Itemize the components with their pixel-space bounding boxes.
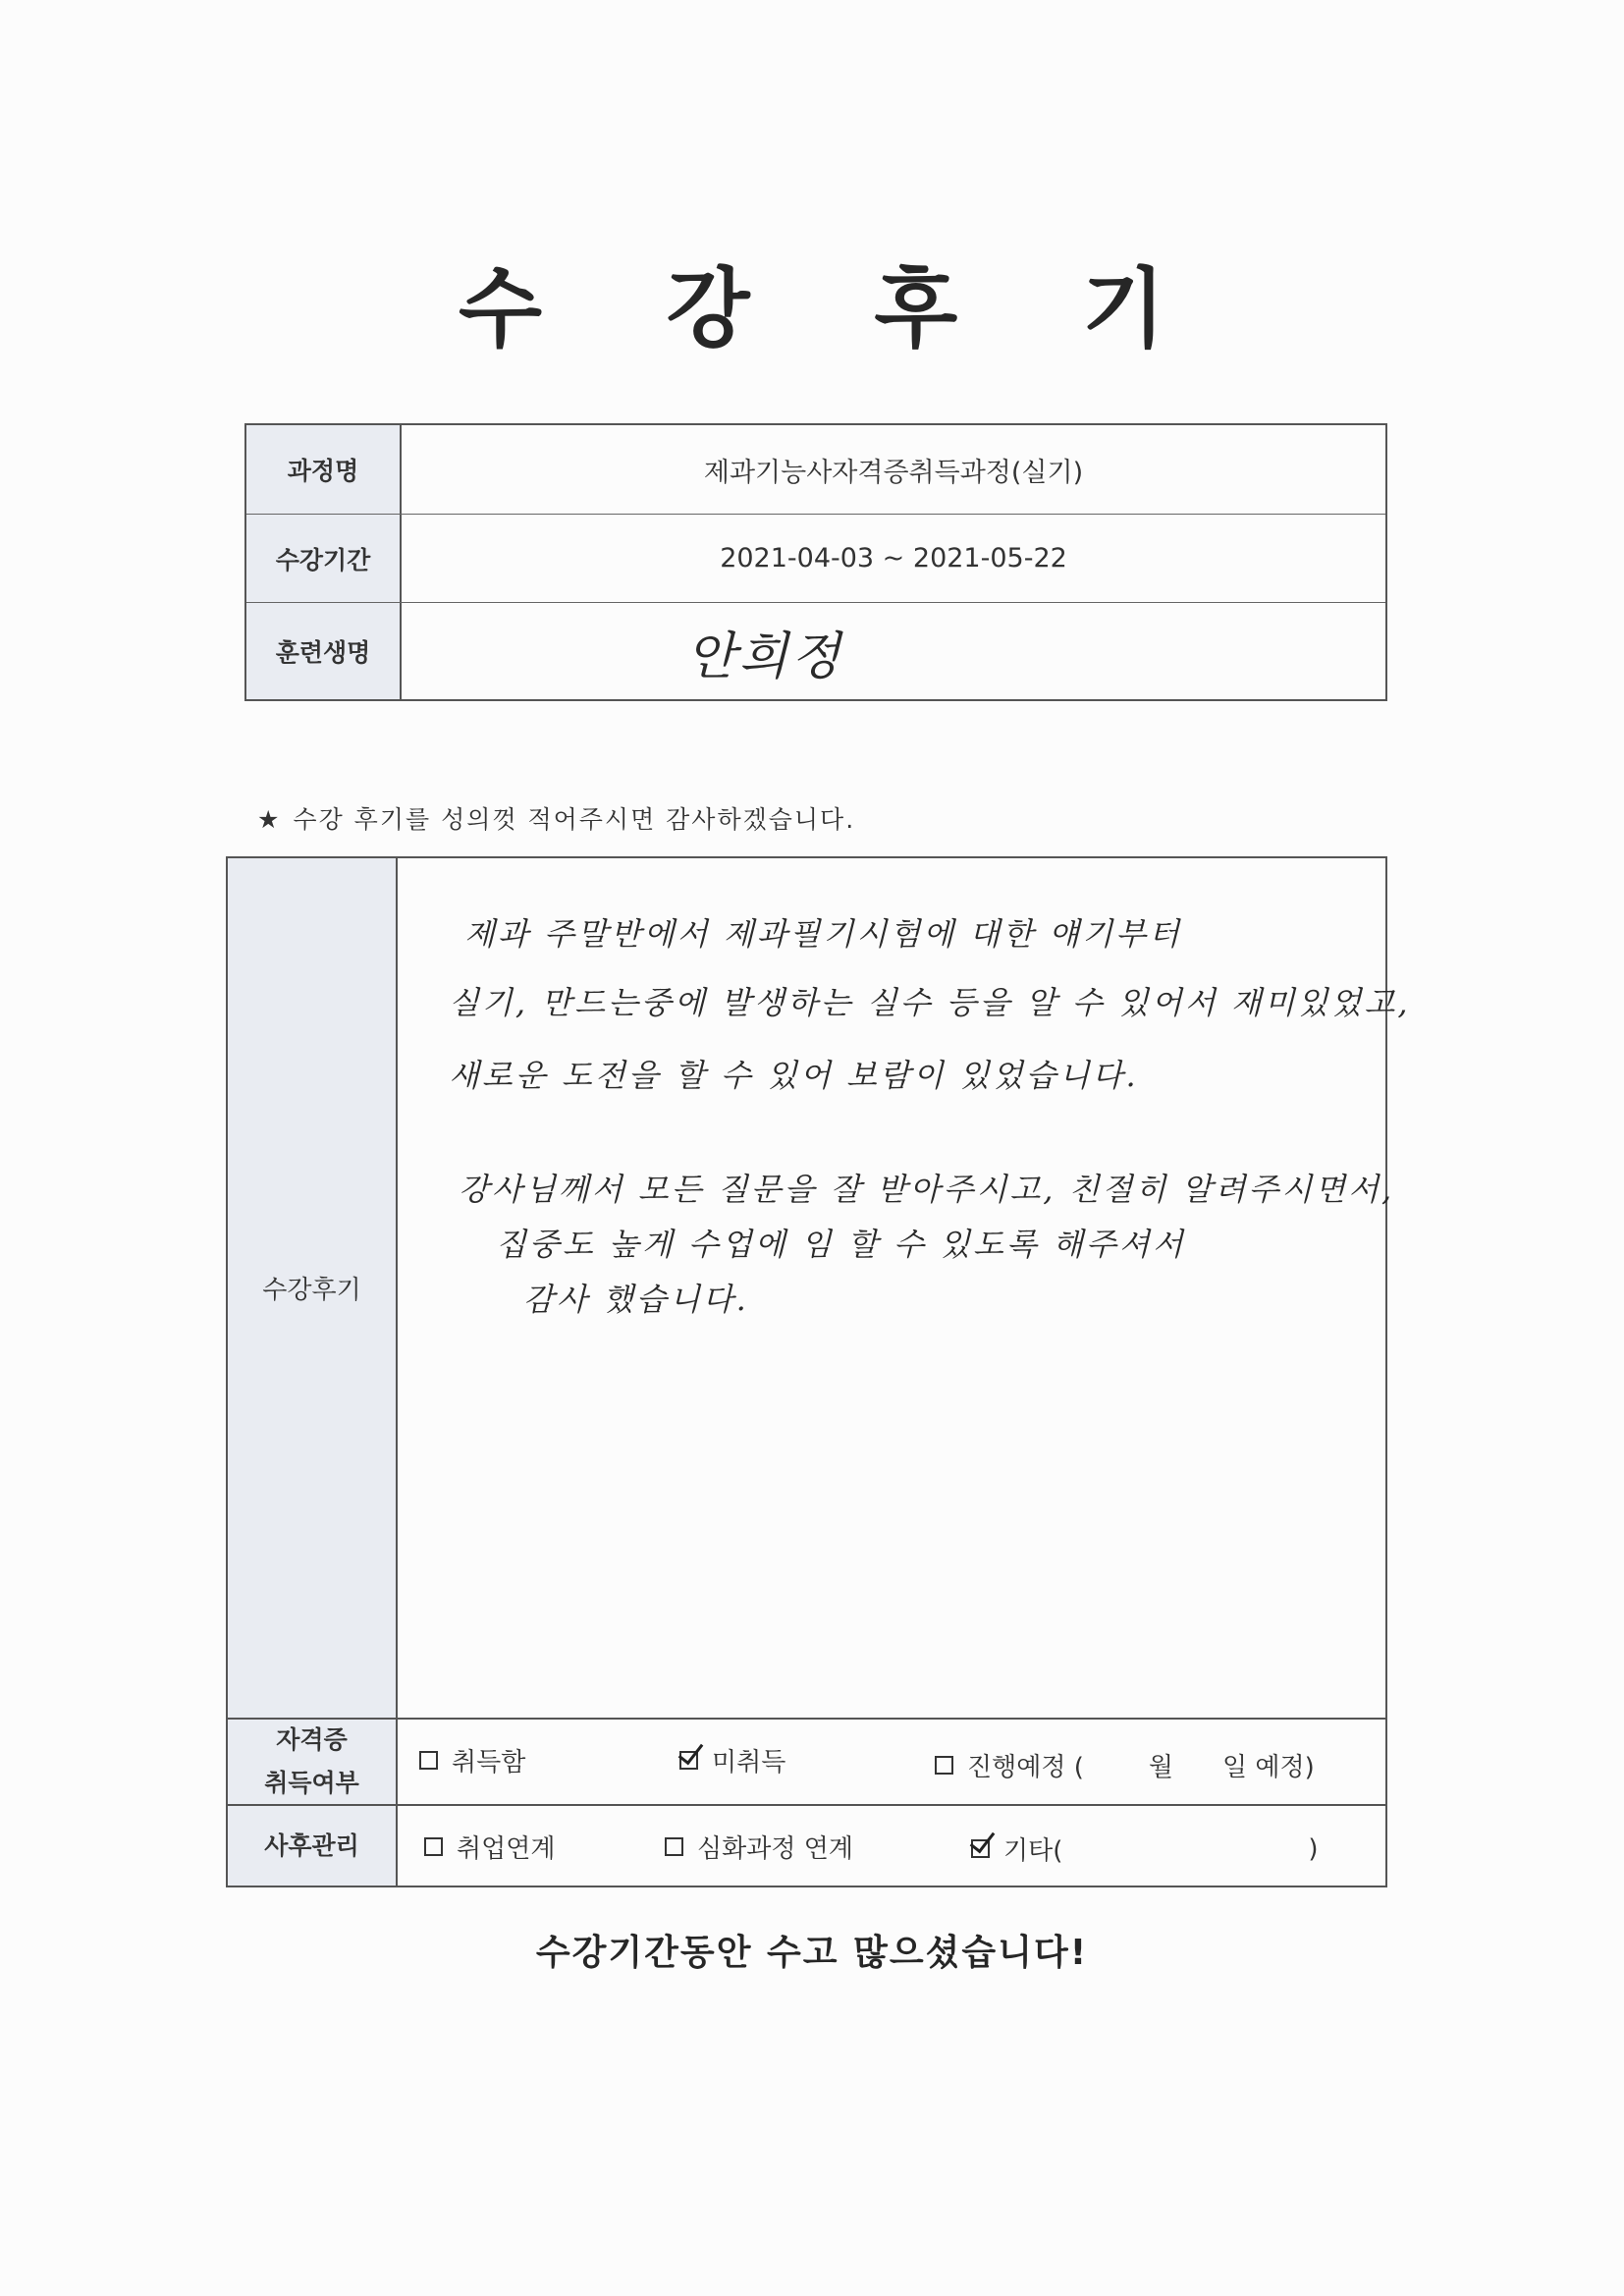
instruction-text: 수강 후기를 성의껏 적어주시면 감사하겠습니다. — [293, 805, 856, 834]
course-value: 제과기능사자격증취득과정(실기) — [703, 457, 1084, 488]
checkbox[interactable] — [419, 1751, 438, 1770]
certificate-label: 자격증 취득여부 — [228, 1720, 398, 1804]
course-row — [246, 425, 1385, 514]
trainee-label: 훈련생명 — [246, 603, 402, 699]
review-label: 수강후기 — [228, 858, 398, 1718]
review-line: 감사 했습니다. — [523, 1281, 749, 1318]
divider — [228, 1804, 1385, 1806]
aftercare-label: 사후관리 — [228, 1806, 398, 1886]
course-info-table — [244, 423, 1387, 701]
star-icon: ★ — [257, 805, 282, 834]
aftercare-option-employment[interactable]: 취업연계 — [424, 1829, 555, 1865]
certificate-option-obtained[interactable]: 취득함 — [419, 1742, 525, 1778]
period-row — [246, 514, 1385, 602]
aftercare-option-other[interactable]: 기타( ) — [971, 1831, 1319, 1867]
instruction-note — [257, 800, 855, 836]
checkbox-checked[interactable] — [679, 1751, 698, 1770]
aftercare-option-advanced[interactable]: 심화과정 연계 — [665, 1829, 853, 1865]
certificate-option-not-obtained[interactable]: 미취득 — [679, 1742, 785, 1778]
closing-message: 수강기간동안 수고 많으셨습니다! — [535, 1933, 1089, 1973]
review-line: 집중도 높게 수업에 임 할 수 있도록 해주셔서 — [496, 1226, 1186, 1263]
review-line: 제과 주말반에서 제과필기시험에 대한 얘기부터 — [464, 915, 1182, 953]
page-title: 수 강 후 기 — [459, 258, 1213, 359]
checkbox[interactable] — [424, 1837, 443, 1856]
review-table — [226, 856, 1411, 1887]
period-value: 2021-04-03 ~ 2021-05-22 — [720, 543, 1067, 574]
checkbox[interactable] — [665, 1837, 683, 1856]
checkbox-checked[interactable] — [971, 1839, 990, 1858]
trainee-signature: 안희정 — [686, 627, 843, 686]
review-line: 새로운 도전을 할 수 있어 보람이 있었습니다. — [449, 1057, 1139, 1094]
course-label: 과정명 — [246, 425, 402, 514]
review-line: 강사님께서 모든 질문을 잘 받아주시고, 친절히 알려주시면서, — [459, 1171, 1395, 1208]
checkbox[interactable] — [935, 1756, 953, 1775]
divider — [228, 1718, 1385, 1720]
trainee-row — [246, 602, 1385, 699]
period-label: 수강기간 — [246, 515, 402, 602]
review-body — [398, 858, 1411, 1718]
review-line: 실기, 만드는중에 발생하는 실수 등을 알 수 있어서 재미있었고, — [449, 984, 1411, 1021]
certificate-option-planned[interactable]: 진행예정 ( 월 일 예정) — [935, 1747, 1315, 1783]
